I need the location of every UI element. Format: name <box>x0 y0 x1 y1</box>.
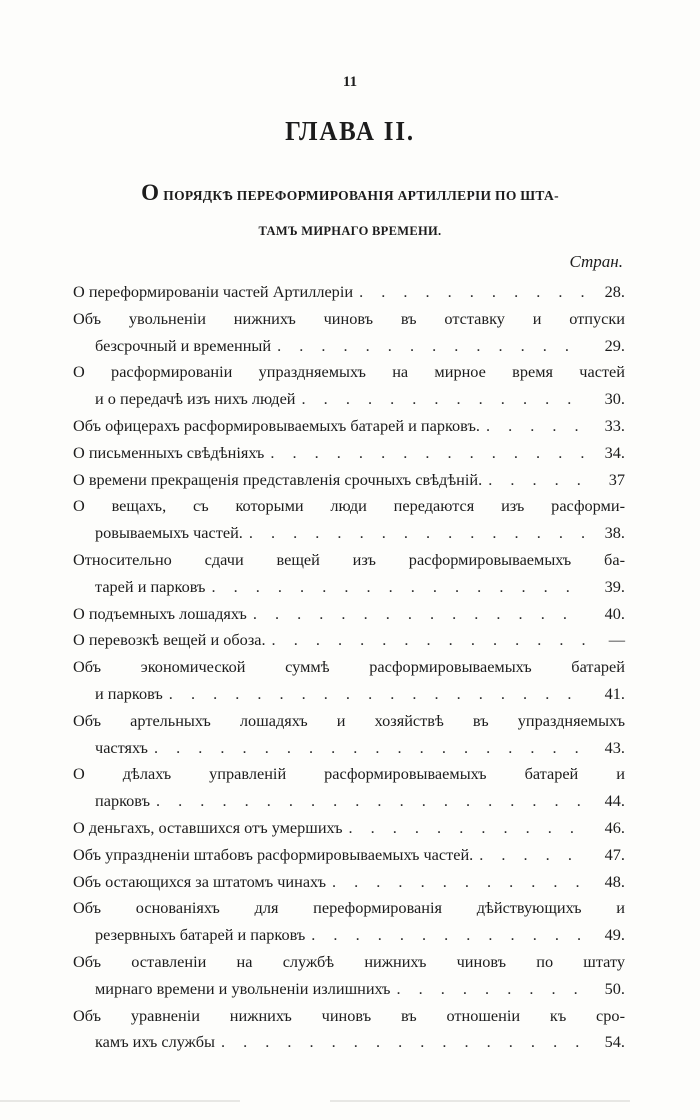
toc-page-number: 34. <box>604 442 625 462</box>
dot-leader <box>272 627 585 654</box>
toc-entry-line <box>73 895 625 922</box>
toc-entry-text: и о передачѣ изъ нихъ людей <box>95 389 296 409</box>
toc-entry-text: Относительно сдачи вещей изъ расформировываемыхъ ба- <box>73 549 625 569</box>
toc-entry-text: Объ офицерахъ расформировываемыхъ батарей и парковъ. <box>73 415 480 435</box>
toc-entry-text: Объ уравненіи нижнихъ чиновъ въ отношеніи къ сро- <box>73 1005 625 1025</box>
toc-entry-line <box>73 735 625 762</box>
toc-entry-line <box>73 708 625 735</box>
dot-leader <box>348 815 585 842</box>
toc-entry-text: О перевозкѣ вещей и обоза. <box>73 630 266 650</box>
dot-leader <box>359 279 585 306</box>
pages-column-label: Стран. <box>569 252 623 271</box>
toc-entry-line <box>73 922 625 949</box>
dot-leader <box>479 842 585 869</box>
toc-page-number: 43. <box>604 737 625 757</box>
toc-entry-line <box>73 279 625 306</box>
toc-entry-line <box>73 1003 625 1030</box>
dot-leader <box>249 520 585 547</box>
toc-entry <box>73 413 625 440</box>
toc-entry-line <box>73 413 625 440</box>
toc-entry <box>73 627 625 654</box>
toc-page-number: 49. <box>604 925 625 945</box>
toc-entry-text: безсрочный и временный <box>95 335 272 355</box>
page-number: 11 <box>342 74 358 90</box>
toc-entry <box>73 654 625 708</box>
toc-entry-line <box>73 333 625 360</box>
toc-page-number: 46. <box>604 817 625 837</box>
toc-entry-text: Объ увольненіи нижнихъ чиновъ въ отставку и отпуски <box>73 308 625 328</box>
toc-entry <box>73 601 625 628</box>
toc-entry <box>73 869 625 896</box>
toc-entry <box>73 306 625 360</box>
toc-entry <box>73 895 625 949</box>
toc-entry-text: частяхъ <box>95 737 148 757</box>
toc-page-number: 37 <box>608 469 625 489</box>
toc-entry-line <box>73 547 625 574</box>
toc-page-number: 39. <box>604 576 625 596</box>
table-of-contents <box>73 279 625 1056</box>
toc-entry-line <box>73 681 625 708</box>
toc-entry-line <box>73 359 625 386</box>
toc-page-number: 38. <box>604 523 625 543</box>
dot-leader <box>396 976 585 1003</box>
dot-leader <box>154 735 585 762</box>
toc-entry-text: мирнаго времени и увольненіи излишнихъ <box>95 978 391 998</box>
toc-entry-text: О подъемныхъ лошадяхъ <box>73 603 247 623</box>
toc-entry-line <box>73 386 625 413</box>
toc-entry <box>73 815 625 842</box>
toc-entry-line <box>73 976 625 1003</box>
toc-page-number: 40. <box>604 603 625 623</box>
toc-entry <box>73 1003 625 1057</box>
toc-page-number: 48. <box>604 871 625 891</box>
dot-leader <box>253 601 585 628</box>
toc-page-number: 28. <box>604 282 625 301</box>
toc-page-number: 50. <box>604 978 625 998</box>
subtitle-text-1: ПОРЯДКѢ ПЕРЕФОРМИРОВАНІЯ АРТИЛЛЕРІИ ПО ШТА- <box>163 188 559 203</box>
toc-entry <box>73 547 625 601</box>
toc-entry-text: камъ ихъ службы <box>95 1032 215 1052</box>
toc-entry-text: резервныхъ батарей и парковъ <box>95 925 306 945</box>
chapter-subtitle-line-2: ТАМЪ МИРНАГО ВРЕМЕНИ. <box>258 224 442 238</box>
toc-entry <box>73 842 625 869</box>
toc-entry-line <box>73 627 625 654</box>
dot-leader <box>486 413 585 440</box>
toc-entry-text: О дѣлахъ управленій расформировываемыхъ батарей и <box>73 764 625 784</box>
dot-leader <box>302 386 585 413</box>
toc-entry-line <box>73 788 625 815</box>
dot-leader <box>169 681 585 708</box>
toc-entry-text: О времени прекращенія представленія срочныхъ свѣдѣній. <box>73 469 483 489</box>
chapter-subtitle-line-1 <box>70 180 630 206</box>
dot-leader <box>488 467 585 494</box>
toc-page-number: 30. <box>604 389 625 409</box>
toc-page-number: 29. <box>604 335 625 355</box>
toc-entry-line <box>73 815 625 842</box>
toc-entry-text: парковъ <box>95 791 151 811</box>
toc-entry-text: Объ остающихся за штатомъ чинахъ <box>73 871 326 891</box>
toc-entry-text: Объ упраздненіи штабовъ расформировываемыхъ частей. <box>73 844 474 864</box>
chapter-heading: ГЛАВА II. <box>285 116 415 146</box>
toc-entry-text: ровываемыхъ частей. <box>95 523 243 543</box>
toc-entry-text: О письменныхъ свѣдѣніяхъ <box>73 442 265 462</box>
toc-page-number: 44. <box>604 791 625 811</box>
toc-entry-line <box>73 601 625 628</box>
toc-entry-line <box>73 869 625 896</box>
toc-entry <box>73 279 625 306</box>
dot-leader <box>221 1029 585 1056</box>
toc-entry-line <box>73 1029 625 1056</box>
subtitle-initial: О <box>141 180 160 205</box>
toc-entry-line <box>73 574 625 601</box>
dot-leader <box>270 440 585 467</box>
toc-entry <box>73 949 625 1003</box>
toc-entry-line <box>73 842 625 869</box>
toc-entry-line <box>73 761 625 788</box>
toc-entry <box>73 761 625 815</box>
toc-page-number: 33. <box>604 415 625 435</box>
toc-entry <box>73 493 625 547</box>
toc-entry-line <box>73 520 625 547</box>
toc-entry-text: О деньгахъ, оставшихся отъ умершихъ <box>73 817 343 837</box>
toc-entry-text: О переформированіи частей Артиллеріи <box>73 282 354 301</box>
dot-leader <box>156 788 585 815</box>
dot-leader <box>311 922 585 949</box>
toc-page-number: 41. <box>604 683 625 703</box>
toc-page-number: — <box>608 630 625 650</box>
dot-leader <box>332 869 585 896</box>
toc-entry-line <box>73 949 625 976</box>
toc-entry-text: тарей и парковъ <box>95 576 206 596</box>
toc-page-number: 54. <box>604 1032 625 1052</box>
toc-entry <box>73 708 625 762</box>
toc-entry-text: Объ основаніяхъ для переформированія дѣйствующихъ и <box>73 898 625 918</box>
toc-entry-line <box>73 440 625 467</box>
dot-leader <box>211 574 585 601</box>
bleed-through-line <box>330 1100 630 1102</box>
dot-leader <box>277 333 585 360</box>
toc-entry-text: и парковъ <box>95 683 163 703</box>
toc-entry <box>73 359 625 413</box>
toc-entry-line <box>73 306 625 333</box>
toc-entry <box>73 467 625 494</box>
bleed-through-line <box>0 1100 240 1102</box>
toc-entry-text: О вещахъ, съ которыми люди передаются изъ расформи- <box>73 496 625 516</box>
toc-entry <box>73 440 625 467</box>
toc-entry-line <box>73 467 625 494</box>
toc-entry-text: Объ экономической суммѣ расформировываемыхъ батарей <box>73 657 625 677</box>
toc-page-number: 47. <box>604 844 625 864</box>
toc-entry-line <box>73 654 625 681</box>
toc-entry-line <box>73 493 625 520</box>
toc-entry-text: О расформированіи упраздняемыхъ на мирное время частей <box>73 362 625 382</box>
toc-entry-text: Объ оставленіи на службѣ нижнихъ чиновъ по штату <box>73 951 625 971</box>
toc-entry-text: Объ артельныхъ лошадяхъ и хозяйствѣ въ упраздняемыхъ <box>73 710 625 730</box>
